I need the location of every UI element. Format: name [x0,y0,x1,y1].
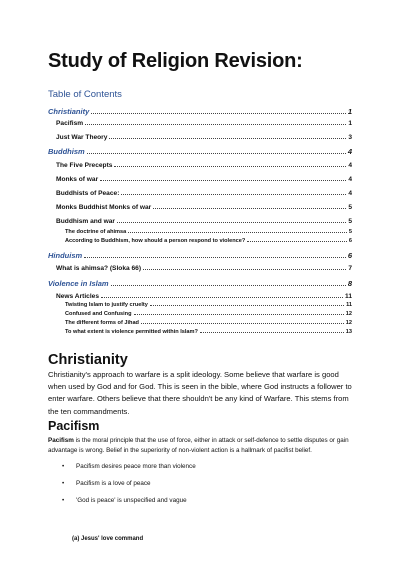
toc-entry-label: Just War Theory [56,134,108,141]
list-item [62,497,187,504]
toc-entry-label: Twisting Islam to justify cruelty [65,302,148,308]
toc-entry-label: Pacifism [56,120,84,127]
toc-entry-label: Monks of war [56,176,99,183]
toc-leader-dots [109,137,346,139]
toc-entry-page: 4 [348,162,352,169]
toc-leader-dots [134,313,344,315]
toc-entry-label: News Articles [56,293,100,300]
toc-entry-label: The different forms of Jihad [65,320,139,326]
pacifism-paragraph [48,436,354,456]
toc-entry[interactable] [48,293,352,300]
pacifism-term: Pacifism [48,437,74,444]
bullet-icon: • [62,463,65,470]
toc-entry[interactable] [48,265,352,272]
toc-leader-dots [111,284,346,286]
toc-leader-dots [84,256,346,258]
toc-entry-page: 11 [345,293,352,300]
toc-leader-dots [101,296,343,298]
toc-entry[interactable] [48,251,352,260]
toc-entry-label: Buddhists of Peace: [56,190,120,197]
christianity-paragraph: Christianity's approach to warfare is a split ideology. Some believe that warfare is good when used by God and for God. This is seen in the bible, where God instructs a follower to enter warfare. Others believe that there shouldn't be any kind of Warfare. This stems from the ten commandments. [48,370,352,416]
toc-leader-dots [87,152,346,154]
toc-entry[interactable] [48,190,352,197]
toc-entry-page: 12 [345,320,352,326]
list-item [62,463,196,470]
toc-leader-dots [153,207,346,209]
toc-entry[interactable] [48,162,352,169]
toc-entry[interactable] [48,329,352,335]
list-item-text: Pacifism is a love of peace [76,480,151,487]
toc-entry[interactable] [48,120,352,127]
toc-entry-page: 1 [348,120,352,127]
toc-entry-label: To what extent is violence permitted within Islam? [65,329,198,335]
toc-leader-dots [117,221,346,223]
toc-entry-page: 6 [348,238,352,244]
toc-entry-label: Confused and Confusing [65,311,132,317]
toc-entry-page: 5 [348,218,352,225]
toc-entry[interactable] [48,311,352,317]
toc-entry[interactable] [48,134,352,141]
toc-entry-label: Violence in Islam [48,279,109,288]
toc-entry-page: 11 [346,302,352,308]
toc-entry[interactable] [48,176,352,183]
toc-entry-label: What is ahimsa? (Sloka 66) [56,265,142,272]
toc-leader-dots [114,165,346,167]
toc-entry[interactable] [48,229,352,235]
toc-leader-dots [143,268,346,270]
pacifism-heading: Pacifism [48,419,100,433]
document-title: Study of Religion Revision: [48,50,303,72]
toc-entry-page: 7 [348,265,352,272]
list-item-text: 'God is peace' is unspecified and vague [76,497,187,504]
toc-heading: Table of Contents [48,89,122,100]
christianity-heading: Christianity [48,352,128,368]
toc-leader-dots [121,193,346,195]
toc-leader-dots [141,322,344,324]
toc-leader-dots [128,231,347,233]
bullet-icon: • [62,480,65,487]
jesus-love-command-subheading: (a) Jesus' love command [72,536,144,542]
toc-entry-page: 6 [347,251,352,260]
list-item-text: Pacifism desires peace more than violence [76,463,196,470]
toc-entry-page: 8 [347,279,352,288]
toc-entry[interactable] [48,204,352,211]
toc-entry-label: The doctrine of ahimsa [65,229,127,235]
toc-entry[interactable] [48,279,352,288]
toc-entry-page: 4 [348,176,352,183]
bullet-icon: • [62,497,65,504]
toc-entry-page: 5 [348,229,352,235]
toc-entry-page: 1 [347,107,352,116]
toc-entry[interactable] [48,107,352,116]
toc-entry-label: Christianity [48,107,90,116]
toc-entry-label: Monks Buddhist Monks of war [56,204,152,211]
toc-entry-label: The Five Precepts [56,162,113,169]
toc-entry-label: Buddhism and war [56,218,115,225]
toc-leader-dots [247,240,347,242]
toc-leader-dots [150,304,344,306]
toc-entry-label: Hinduism [48,251,83,260]
list-item [62,480,151,487]
toc-entry[interactable] [48,302,352,308]
toc-entry-page: 12 [345,311,352,317]
toc-entry[interactable] [48,238,352,244]
toc-leader-dots [85,123,346,125]
toc-leader-dots [91,112,346,114]
toc-entry-page: 3 [348,134,352,141]
toc-leader-dots [200,331,344,333]
toc-entry-page: 4 [348,190,352,197]
toc-entry-label: According to Buddhism, how should a person respond to violence? [65,238,246,244]
toc-entry[interactable] [48,218,352,225]
toc-entry[interactable] [48,147,352,156]
toc-entry-page: 5 [348,204,352,211]
toc-entry-label: Buddhism [48,147,85,156]
toc-entry[interactable] [48,320,352,326]
toc-entry-page: 13 [345,329,352,335]
toc-leader-dots [100,179,346,181]
toc-entry-page: 4 [347,147,352,156]
pacifism-definition: is the moral principle that the use of force, either in attack or self-defence to settle disputes or gain advantage is wrong. Belief in the superiority of non-violent action is a hallmark of pacifist belief. [48,437,349,454]
